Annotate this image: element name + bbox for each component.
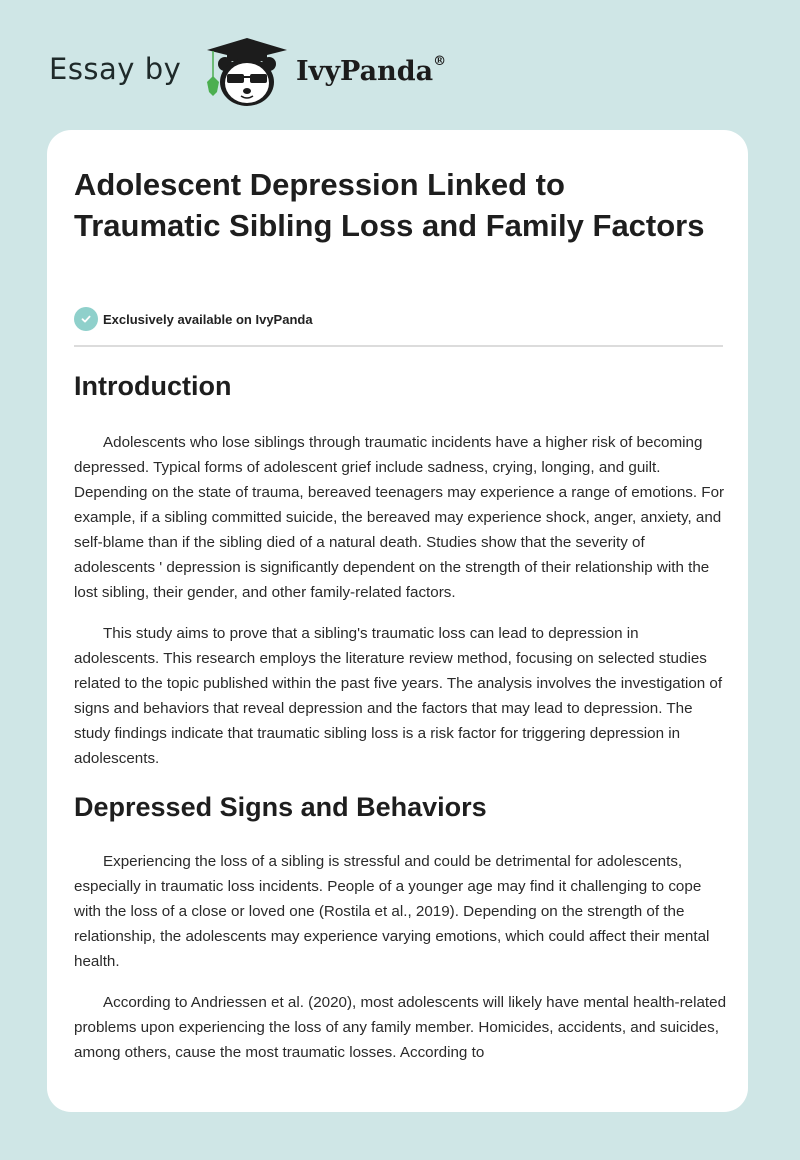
brand-name-text: IvyPanda	[296, 56, 434, 87]
site-header	[0, 0, 800, 130]
article-body	[74, 364, 726, 1065]
paragraph: According to Andriessen et al. (2020), most adolescents will likely have mental health-related problems upon experiencing the loss of any family member. Homicides, accidents, and suicides, among others, cause the most traumatic losses. According to	[74, 994, 727, 1061]
check-circle-icon	[74, 307, 98, 331]
exclusive-badge	[74, 306, 313, 332]
section-heading-introduction: Introduction	[74, 371, 232, 401]
section-heading-depressed-signs: Depressed Signs and Behaviors	[74, 792, 487, 822]
brand-name[interactable]	[296, 56, 446, 87]
registered-mark: ®	[433, 54, 447, 69]
paragraph: This study aims to prove that a sibling's traumatic loss can lead to depression in adolescents. This research employs the literature review method, focusing on selected studies related to the topic published within the past five years. The analysis involves the investigation of signs and behaviors that reveal depression and the factors that may lead to depression. The study findings indicate that traumatic sibling loss is a risk factor for triggering depression in adolescents.	[74, 625, 723, 767]
brand-prefix: Essay by	[49, 52, 182, 86]
divider	[74, 345, 723, 347]
paragraph: Experiencing the loss of a sibling is stressful and could be detrimental for adolescents, especially in traumatic loss incidents. People of a younger age may find it challenging to cope with the loss of a close or loved one (Rostila et al., 2019). Depending on the strength of the relationship, the adolescents may experience varying emotions, which could affect their mental health.	[74, 853, 710, 970]
article-title: Adolescent Depression Linked to Traumatic Sibling Loss and Family Factors	[74, 167, 705, 243]
article-card	[47, 130, 748, 1112]
panda-graduate-icon[interactable]	[203, 36, 291, 108]
exclusive-text: Exclusively available on IvyPanda	[103, 311, 313, 327]
paragraph: Adolescents who lose siblings through traumatic incidents have a higher risk of becoming depressed. Typical forms of adolescent grief include sadness, crying, longing, and guilt. Depending on the state of trauma, bereaved teenagers may experience a range of emotions. For example, if a sibling committed suicide, the bereaved may experience shock, anger, anxiety, and self-blame than if the sibling died of a natural death. Studies show that the severity of adolescents ' depression is significantly dependent on the strength of their relationship with the lost sibling, their gender, and other family-related factors.	[74, 434, 725, 601]
